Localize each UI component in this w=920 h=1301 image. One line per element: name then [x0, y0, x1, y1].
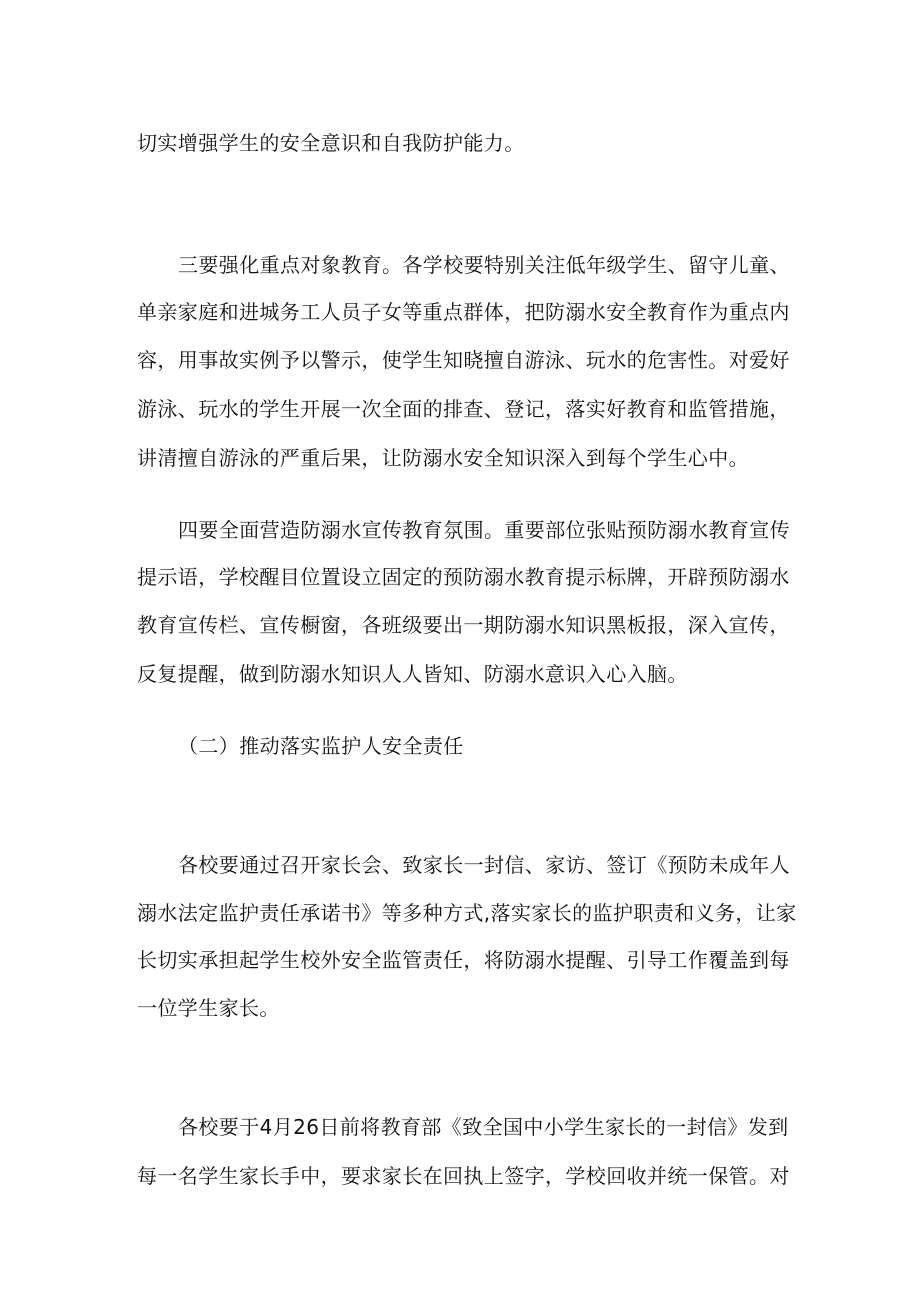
paragraph-line: 教育宣传栏、宣传橱窗，各班级要出一期防溺水知识黑板报，深入宣传， — [137, 613, 790, 637]
paragraph-line: 各校要通过召开家长会、致家长一封信、家访、签订《预防未成年人 — [178, 853, 790, 877]
paragraph-line: 单亲家庭和进城务工人员子女等重点群体，把防溺水安全教育作为重点内 — [137, 300, 790, 324]
paragraph-line: 四要全面营造防溺水宣传教育氛围。重要部位张贴预防溺水教育宣传 — [178, 518, 790, 542]
section-heading: （二）推动落实监护人安全责任 — [178, 734, 464, 758]
paragraph-line: 讲清擅自游泳的严重后果，让防溺水安全知识深入到每个学生心中。 — [137, 446, 749, 470]
paragraph-line: 长切实承担起学生校外安全监管责任，将防溺水提醒、引导工作覆盖到每 — [137, 948, 790, 972]
paragraph-line: 溺水法定监护责任承诺书》等多种方式,落实家长的监护职责和义务，让家 — [137, 901, 797, 925]
paragraph-line: 容，用事故实例予以警示，使学生知晓擅自游泳、玩水的危害性。对爱好 — [137, 348, 790, 372]
paragraph-line: 切实增强学生的安全意识和自我防护能力。 — [137, 131, 525, 155]
paragraph-line: 游泳、玩水的学生开展一次全面的排查、登记，落实好教育和监管措施， — [137, 397, 790, 421]
paragraph-line: 各校要于4月26日前将教育部《致全国中小学生家长的一封信》发到 — [178, 1115, 789, 1139]
paragraph-line: 提示语，学校醒目位置设立固定的预防溺水教育提示标牌，开辟预防溺水 — [137, 565, 790, 589]
paragraph-line: 每一名学生家长手中，要求家长在回执上签字，学校回收并统一保管。对 — [137, 1164, 790, 1188]
paragraph-line: 反复提醒，做到防溺水知识人人皆知、防溺水意识入心入脑。 — [137, 662, 688, 686]
paragraph-line: 一位学生家长。 — [137, 996, 280, 1020]
paragraph-line: 三要强化重点对象教育。各学校要特别关注低年级学生、留守儿童、 — [178, 253, 790, 277]
